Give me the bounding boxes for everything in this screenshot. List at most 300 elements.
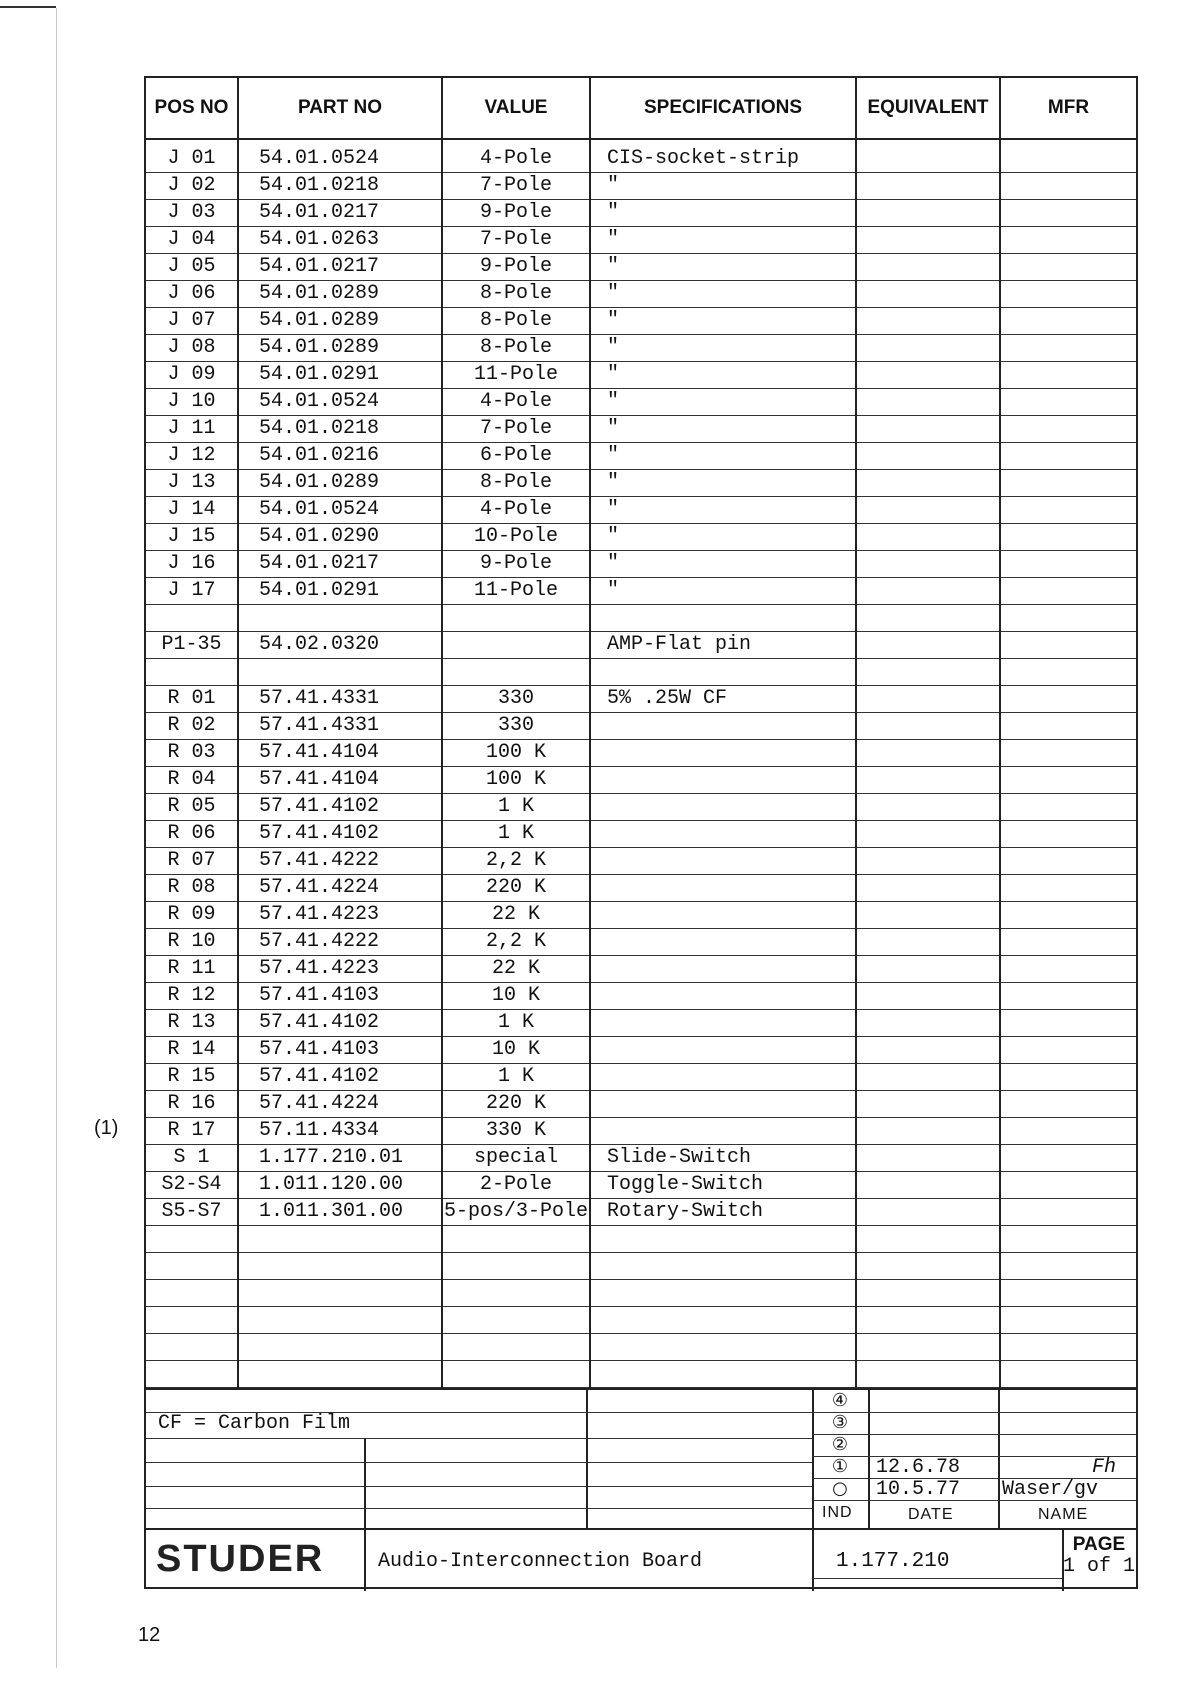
revision-index: ④ (831, 1390, 849, 1411)
cell-mfr (1000, 389, 1136, 416)
cell-pos-no: R 08 (146, 875, 238, 902)
cell-equivalent (856, 1199, 1000, 1226)
cell-equivalent (856, 1361, 1000, 1388)
cell-part-no: 57.41.4331 (238, 713, 442, 740)
cell-mfr (1000, 443, 1136, 470)
cell-equivalent (856, 1064, 1000, 1091)
cell-pos-no: J 08 (146, 335, 238, 362)
cell-pos-no: J 14 (146, 497, 238, 524)
cell-equivalent (856, 254, 1000, 281)
cell-specification (590, 1010, 856, 1037)
table-row (146, 1118, 1136, 1145)
cell-mfr (1000, 1334, 1136, 1361)
cell-value: 22 K (442, 956, 590, 983)
studer-logo: STUDER (156, 1538, 325, 1580)
cell-part-no: 57.41.4102 (238, 1064, 442, 1091)
cell-equivalent (856, 956, 1000, 983)
cell-pos-no: R 10 (146, 929, 238, 956)
cell-specification: " (590, 497, 856, 524)
cell-value: 330 (442, 713, 590, 740)
cell-mfr (1000, 740, 1136, 767)
cell-equivalent (856, 821, 1000, 848)
table-row (146, 794, 1136, 821)
cell-specification: " (590, 200, 856, 227)
header-part-no: PART NO (238, 78, 442, 139)
cell-specification: " (590, 389, 856, 416)
cell-pos-no: J 09 (146, 362, 238, 389)
cell-mfr (1000, 362, 1136, 389)
cell-value: 2,2 K (442, 848, 590, 875)
cell-value (442, 1253, 590, 1280)
title-docno-underline (812, 1578, 1062, 1579)
revision-name: Fh (1091, 1456, 1116, 1479)
cell-pos-no: J 04 (146, 227, 238, 254)
cell-part-no: 57.41.4103 (238, 983, 442, 1010)
cell-part-no: 1.011.120.00 (238, 1172, 442, 1199)
carbon-film-note: CF = Carbon Film (158, 1412, 351, 1435)
cell-specification (590, 767, 856, 794)
table-row (146, 173, 1136, 200)
document-number: 1.177.210 (836, 1550, 950, 1573)
table-header-row (146, 78, 1136, 139)
cell-equivalent (856, 794, 1000, 821)
cell-part-no (238, 1253, 442, 1280)
cell-value: 10 K (442, 1037, 590, 1064)
cell-part-no: 54.01.0289 (238, 335, 442, 362)
cell-value (442, 1280, 590, 1307)
cell-mfr (1000, 821, 1136, 848)
cell-part-no (238, 1307, 442, 1334)
cell-pos-no: J 17 (146, 578, 238, 605)
cell-part-no: 54.01.0289 (238, 308, 442, 335)
revision-row (812, 1478, 1136, 1501)
cell-value: 4-Pole (442, 139, 590, 173)
cell-value: 9-Pole (442, 551, 590, 578)
cell-value: 22 K (442, 902, 590, 929)
cell-equivalent (856, 200, 1000, 227)
cell-specification (590, 983, 856, 1010)
cell-part-no: 57.41.4102 (238, 1010, 442, 1037)
cell-pos-no: R 06 (146, 821, 238, 848)
cell-equivalent (856, 308, 1000, 335)
revision-index: ③ (831, 1412, 849, 1433)
cell-value: 7-Pole (442, 416, 590, 443)
title-block (146, 1528, 1136, 1593)
cell-pos-no (146, 1253, 238, 1280)
cell-mfr (1000, 929, 1136, 956)
cell-equivalent (856, 1091, 1000, 1118)
cell-pos-no: R 04 (146, 767, 238, 794)
cell-equivalent (856, 578, 1000, 605)
cell-part-no: 57.41.4222 (238, 929, 442, 956)
revision-index: ○ (832, 1478, 848, 1499)
table-row (146, 416, 1136, 443)
table-row (146, 686, 1136, 713)
cell-specification: 5% .25W CF (590, 686, 856, 713)
cell-pos-no: J 03 (146, 200, 238, 227)
cell-pos-no: R 07 (146, 848, 238, 875)
cell-value (442, 1226, 590, 1253)
cell-specification: " (590, 416, 856, 443)
cell-specification (590, 848, 856, 875)
cell-specification (590, 1118, 856, 1145)
cell-value: 330 (442, 686, 590, 713)
parts-list-sheet (144, 76, 1138, 1589)
table-row (146, 1334, 1136, 1361)
cell-part-no: 54.01.0524 (238, 497, 442, 524)
cell-equivalent (856, 875, 1000, 902)
table-row (146, 1064, 1136, 1091)
header-pos-no: POS NO (146, 78, 238, 139)
cell-part-no: 54.01.0218 (238, 173, 442, 200)
cell-equivalent (856, 227, 1000, 254)
notes-divider-2 (586, 1388, 588, 1528)
table-row (146, 308, 1136, 335)
cell-part-no: 54.01.0524 (238, 139, 442, 173)
page-label: PAGE (1072, 1534, 1126, 1555)
table-row (146, 362, 1136, 389)
cell-value: 10-Pole (442, 524, 590, 551)
table-row (146, 767, 1136, 794)
cell-equivalent (856, 389, 1000, 416)
cell-part-no: 54.01.0524 (238, 389, 442, 416)
cell-part-no: 57.41.4103 (238, 1037, 442, 1064)
cell-mfr (1000, 551, 1136, 578)
cell-part-no: 57.41.4224 (238, 1091, 442, 1118)
cell-specification (590, 740, 856, 767)
table-row (146, 1307, 1136, 1334)
cell-specification: " (590, 281, 856, 308)
cell-specification: CIS-socket-strip (590, 139, 856, 173)
cell-part-no: 54.01.0217 (238, 551, 442, 578)
cell-part-no: 54.01.0263 (238, 227, 442, 254)
cell-pos-no: R 14 (146, 1037, 238, 1064)
cell-part-no: 54.01.0218 (238, 416, 442, 443)
cell-pos-no: J 01 (146, 139, 238, 173)
header-mfr: MFR (1000, 78, 1136, 139)
notes-line-2 (146, 1438, 812, 1439)
cell-value: 330 K (442, 1118, 590, 1145)
cell-equivalent (856, 524, 1000, 551)
revision-block (812, 1388, 1136, 1528)
table-row (146, 1172, 1136, 1199)
cell-pos-no: R 02 (146, 713, 238, 740)
cell-value: 5-pos/3-Pole (442, 1199, 590, 1226)
cell-part-no (238, 659, 442, 686)
page-value: 1 of 1 (1062, 1555, 1135, 1578)
cell-value: 8-Pole (442, 470, 590, 497)
cell-pos-no: R 03 (146, 740, 238, 767)
table-row (146, 848, 1136, 875)
cell-part-no: 57.41.4104 (238, 740, 442, 767)
cell-pos-no: J 13 (146, 470, 238, 497)
cell-pos-no (146, 1307, 238, 1334)
cell-part-no: 1.177.210.01 (238, 1145, 442, 1172)
cell-mfr (1000, 227, 1136, 254)
cell-part-no: 54.02.0320 (238, 632, 442, 659)
table-row (146, 389, 1136, 416)
cell-value: 8-Pole (442, 335, 590, 362)
cell-specification: Rotary-Switch (590, 1199, 856, 1226)
cell-equivalent (856, 929, 1000, 956)
cell-mfr (1000, 956, 1136, 983)
cell-part-no: 54.01.0217 (238, 200, 442, 227)
notes-line-5 (146, 1508, 812, 1509)
cell-pos-no: P1-35 (146, 632, 238, 659)
cell-equivalent (856, 1253, 1000, 1280)
cell-value: 9-Pole (442, 200, 590, 227)
cell-equivalent (856, 335, 1000, 362)
cell-mfr (1000, 848, 1136, 875)
table-row (146, 1010, 1136, 1037)
rev-header-ind: IND (822, 1504, 853, 1521)
cell-equivalent (856, 551, 1000, 578)
cell-pos-no (146, 1280, 238, 1307)
cell-specification (590, 1280, 856, 1307)
cell-specification: " (590, 254, 856, 281)
cell-value: 220 K (442, 1091, 590, 1118)
cell-part-no (238, 1334, 442, 1361)
cell-part-no: 54.01.0217 (238, 254, 442, 281)
cell-specification: Slide-Switch (590, 1145, 856, 1172)
revision-row (812, 1390, 1136, 1413)
cell-specification: " (590, 443, 856, 470)
cell-specification (590, 1307, 856, 1334)
cell-pos-no (146, 659, 238, 686)
cell-value (442, 1307, 590, 1334)
cell-specification (590, 821, 856, 848)
cell-equivalent (856, 1226, 1000, 1253)
cell-mfr (1000, 1118, 1136, 1145)
notes-line-4 (146, 1486, 812, 1487)
cell-part-no: 57.41.4222 (238, 848, 442, 875)
header-equivalent: EQUIVALENT (856, 78, 1000, 139)
cell-equivalent (856, 443, 1000, 470)
cell-value: 100 K (442, 740, 590, 767)
cell-value (442, 659, 590, 686)
parts-table (146, 78, 1136, 1388)
cell-equivalent (856, 281, 1000, 308)
cell-mfr (1000, 659, 1136, 686)
cell-value: 8-Pole (442, 308, 590, 335)
cell-pos-no: J 02 (146, 173, 238, 200)
cell-equivalent (856, 1145, 1000, 1172)
cell-specification: Toggle-Switch (590, 1172, 856, 1199)
cell-specification: " (590, 524, 856, 551)
cell-part-no: 57.41.4104 (238, 767, 442, 794)
table-row (146, 200, 1136, 227)
cell-mfr (1000, 308, 1136, 335)
cell-pos-no: R 12 (146, 983, 238, 1010)
cell-part-no: 57.41.4102 (238, 794, 442, 821)
cell-pos-no: R 15 (146, 1064, 238, 1091)
cell-mfr (1000, 497, 1136, 524)
cell-equivalent (856, 713, 1000, 740)
cell-equivalent (856, 1307, 1000, 1334)
cell-equivalent (856, 470, 1000, 497)
cell-value: 11-Pole (442, 362, 590, 389)
cell-part-no: 54.01.0291 (238, 362, 442, 389)
revision-index: ② (831, 1434, 849, 1455)
table-row (146, 1037, 1136, 1064)
cell-pos-no: R 16 (146, 1091, 238, 1118)
notes-line-3 (146, 1462, 812, 1463)
cell-part-no: 54.01.0289 (238, 281, 442, 308)
cell-equivalent (856, 416, 1000, 443)
revision-row (812, 1412, 1136, 1435)
cell-equivalent (856, 740, 1000, 767)
revision-date: 10.5.77 (876, 1478, 961, 1501)
cell-equivalent (856, 632, 1000, 659)
cell-part-no: 54.01.0291 (238, 578, 442, 605)
cell-specification (590, 659, 856, 686)
cell-value: 11-Pole (442, 578, 590, 605)
cell-part-no: 57.41.4224 (238, 875, 442, 902)
table-row (146, 1280, 1136, 1307)
table-row (146, 1226, 1136, 1253)
cell-mfr (1000, 713, 1136, 740)
table-row (146, 632, 1136, 659)
cell-part-no: 1.011.301.00 (238, 1199, 442, 1226)
cell-pos-no: R 09 (146, 902, 238, 929)
cell-pos-no: J 06 (146, 281, 238, 308)
cell-part-no: 54.01.0216 (238, 443, 442, 470)
cell-specification (590, 1226, 856, 1253)
cell-mfr (1000, 1064, 1136, 1091)
cell-pos-no: R 13 (146, 1010, 238, 1037)
cell-part-no (238, 1361, 442, 1388)
cell-specification: " (590, 362, 856, 389)
cell-part-no (238, 1280, 442, 1307)
table-row (146, 497, 1136, 524)
cell-mfr (1000, 1145, 1136, 1172)
table-row (146, 227, 1136, 254)
cell-mfr (1000, 632, 1136, 659)
table-row (146, 1091, 1136, 1118)
cell-mfr (1000, 1226, 1136, 1253)
cell-value: 4-Pole (442, 497, 590, 524)
table-row (146, 443, 1136, 470)
cell-part-no (238, 605, 442, 632)
table-row (146, 139, 1136, 173)
table-row (146, 956, 1136, 983)
parts-table-body (146, 139, 1136, 1388)
cell-value: 7-Pole (442, 173, 590, 200)
cell-specification (590, 1334, 856, 1361)
cell-mfr (1000, 524, 1136, 551)
cell-pos-no: J 10 (146, 389, 238, 416)
cell-specification (590, 1037, 856, 1064)
cell-equivalent (856, 1280, 1000, 1307)
cell-value: 6-Pole (442, 443, 590, 470)
cell-part-no: 57.41.4102 (238, 821, 442, 848)
cell-mfr (1000, 1307, 1136, 1334)
cell-pos-no: J 05 (146, 254, 238, 281)
cell-part-no: 57.41.4223 (238, 902, 442, 929)
cell-equivalent (856, 173, 1000, 200)
cell-mfr (1000, 1091, 1136, 1118)
page-edge-line (56, 8, 57, 1668)
cell-equivalent (856, 686, 1000, 713)
cell-mfr (1000, 1199, 1136, 1226)
cell-mfr (1000, 1037, 1136, 1064)
revision-row (812, 1434, 1136, 1457)
cell-equivalent (856, 1334, 1000, 1361)
cell-specification: " (590, 227, 856, 254)
cell-value: 1 K (442, 794, 590, 821)
cell-value (442, 632, 590, 659)
cell-mfr (1000, 1280, 1136, 1307)
table-row (146, 1253, 1136, 1280)
cell-pos-no: J 07 (146, 308, 238, 335)
cell-equivalent (856, 139, 1000, 173)
cell-value: 2-Pole (442, 1172, 590, 1199)
cell-mfr (1000, 416, 1136, 443)
cell-value: 1 K (442, 1064, 590, 1091)
page-count (1062, 1534, 1136, 1578)
cell-specification (590, 1064, 856, 1091)
cell-pos-no: S5-S7 (146, 1199, 238, 1226)
cell-specification (590, 713, 856, 740)
cell-part-no: 57.41.4223 (238, 956, 442, 983)
table-row (146, 929, 1136, 956)
cell-value: special (442, 1145, 590, 1172)
cell-mfr (1000, 578, 1136, 605)
cell-mfr (1000, 767, 1136, 794)
cell-equivalent (856, 1010, 1000, 1037)
table-row (146, 1361, 1136, 1388)
cell-mfr (1000, 470, 1136, 497)
table-row (146, 875, 1136, 902)
margin-revision-mark: (1) (94, 1117, 119, 1139)
cell-specification (590, 875, 856, 902)
cell-pos-no: J 11 (146, 416, 238, 443)
cell-mfr (1000, 902, 1136, 929)
cell-specification: " (590, 470, 856, 497)
cell-mfr (1000, 983, 1136, 1010)
table-row (146, 578, 1136, 605)
page-edge-mark (0, 6, 56, 8)
cell-value: 8-Pole (442, 281, 590, 308)
cell-mfr (1000, 254, 1136, 281)
table-row (146, 983, 1136, 1010)
cell-equivalent (856, 767, 1000, 794)
header-specifications: SPECIFICATIONS (590, 78, 856, 139)
table-row (146, 551, 1136, 578)
board-title: Audio-Interconnection Board (378, 1550, 703, 1573)
cell-pos-no: S 1 (146, 1145, 238, 1172)
cell-equivalent (856, 983, 1000, 1010)
cell-equivalent (856, 497, 1000, 524)
cell-mfr (1000, 1361, 1136, 1388)
cell-equivalent (856, 1037, 1000, 1064)
table-row (146, 902, 1136, 929)
table-row (146, 524, 1136, 551)
cell-value: 9-Pole (442, 254, 590, 281)
cell-specification (590, 1253, 856, 1280)
cell-specification (590, 902, 856, 929)
cell-mfr (1000, 875, 1136, 902)
cell-equivalent (856, 362, 1000, 389)
cell-pos-no: R 01 (146, 686, 238, 713)
revision-row (812, 1456, 1136, 1479)
revision-date: 12.6.78 (876, 1456, 961, 1479)
cell-equivalent (856, 848, 1000, 875)
cell-part-no (238, 1226, 442, 1253)
cell-pos-no: R 05 (146, 794, 238, 821)
cell-mfr (1000, 173, 1136, 200)
table-row (146, 470, 1136, 497)
